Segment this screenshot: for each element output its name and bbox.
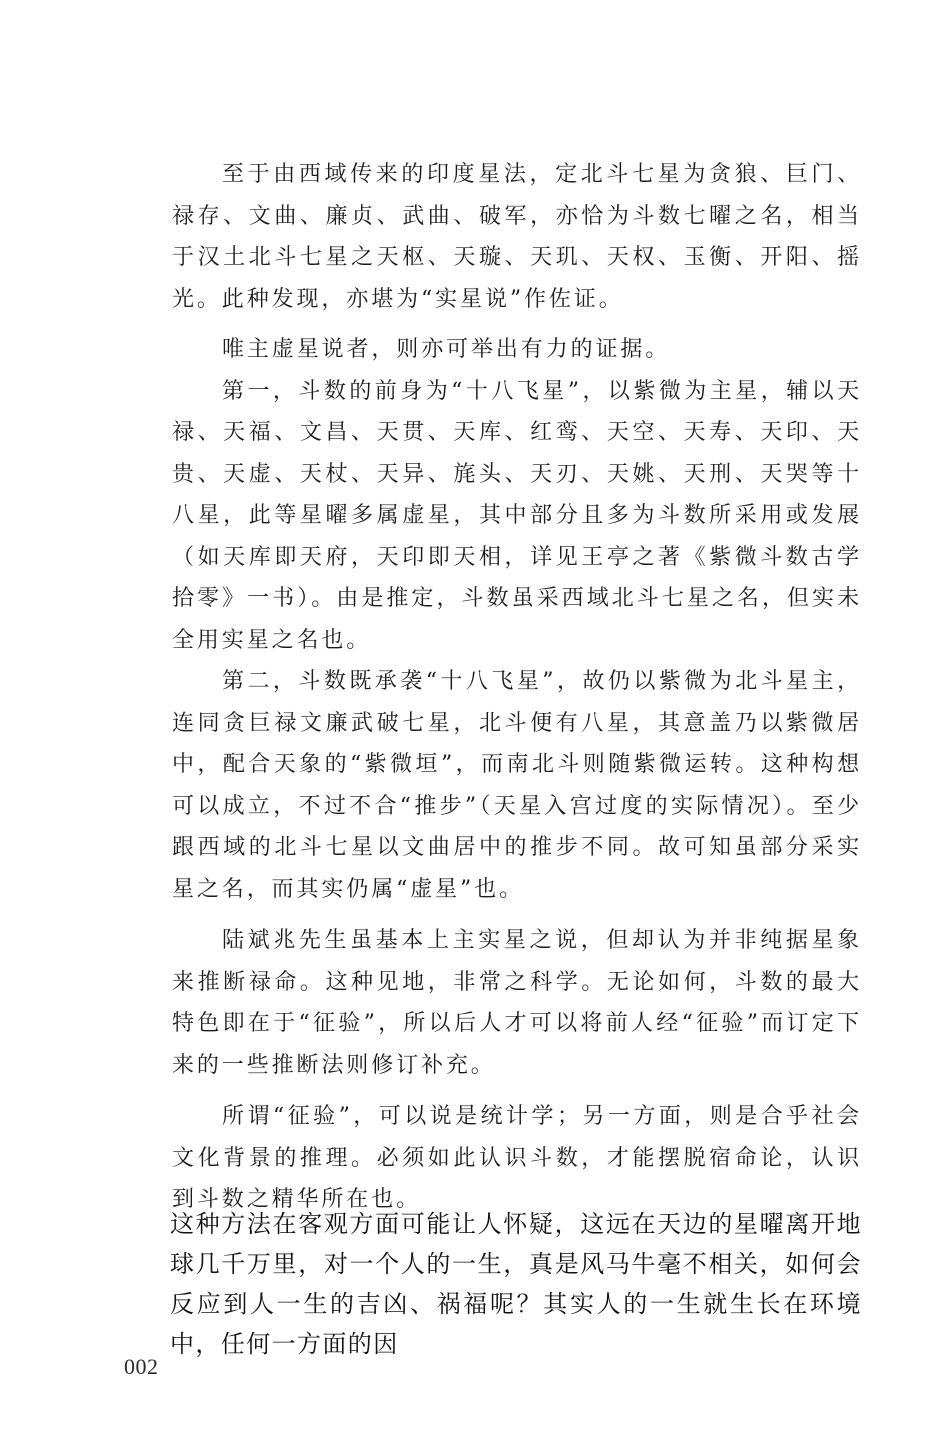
paragraph-virtual-star-intro: 唯主虚星说者，则亦可举出有力的证据。 <box>222 337 671 362</box>
quoted-passage <box>172 154 862 1221</box>
paragraph-second-evidence: 第二，斗数既承袭“十八飞星”，故仍以紫微为北斗星主，连同贪巨禄文廉武破七星，北斗便有八星，其意盖乃以紫微居中，配合天象的“紫微垣”，而南北斗则随紫微运转。这种构想可以成立，不过不合“推步”（天星入宫过度的实际情况）。至少跟西域的北斗七星以文曲居中的推步不同。故可知虽部分采实星之名，而其实仍属“虚星”也。 <box>172 669 862 902</box>
paragraph-lu-binzhao: 陆斌兆先生虽基本上主实星之说，但却认为并非纯据星象来推断禄命。这种见地，非常之科学。无论如何，斗数的最大特色即在于“征验”，所以后人才可以将前人经“征验”而订定下来的一些推断法则修订补充。 <box>172 928 862 1078</box>
paragraph-verification: 所谓“征验”，可以说是统计学；另一方面，则是合乎社会文化背景的推理。必须如此认识斗数，才能摆脱宿命论，认识到斗数之精华所在也。 <box>172 1104 862 1212</box>
paragraph-western-stars: 至于由西域传来的印度星法，定北斗七星为贪狼、巨门、禄存、文曲、廉贞、武曲、破军，亦恰为斗数七曜之名，相当于汉土北斗七星之天枢、天璇、天玑、天权、玉衡、开阳、摇光。此种发现，亦堪为“实星说”作佐证。 <box>172 162 862 312</box>
page-number: 002 <box>124 1354 159 1379</box>
body-paragraph: 这种方法在客观方面可能让人怀疑，这远在天边的星曜离开地球几千万里，对一个人的一生，真是风马牛毫不相关，如何会反应到人一生的吉凶、祸福呢？其实人的一生就生长在环境中，任何一方面的因 <box>170 1210 862 1358</box>
paragraph-first-evidence: 第一，斗数的前身为“十八飞星”，以紫微为主星，辅以天禄、天福、文昌、天贯、天库、红鸾、天空、天寿、天印、天贵、天虚、天杖、天异、旄头、天刃、天姚、天刑、天哭等十八星，此等星曜多属虚星，其中部分且多为斗数所采用或发展（如天库即天府，天印即天相，详见王亭之著《紫微斗数古学拾零》一书）。由是推定，斗数虽采西域北斗七星之名，但实未全用实星之名也。 <box>172 378 862 653</box>
main-body-text <box>170 1204 862 1364</box>
